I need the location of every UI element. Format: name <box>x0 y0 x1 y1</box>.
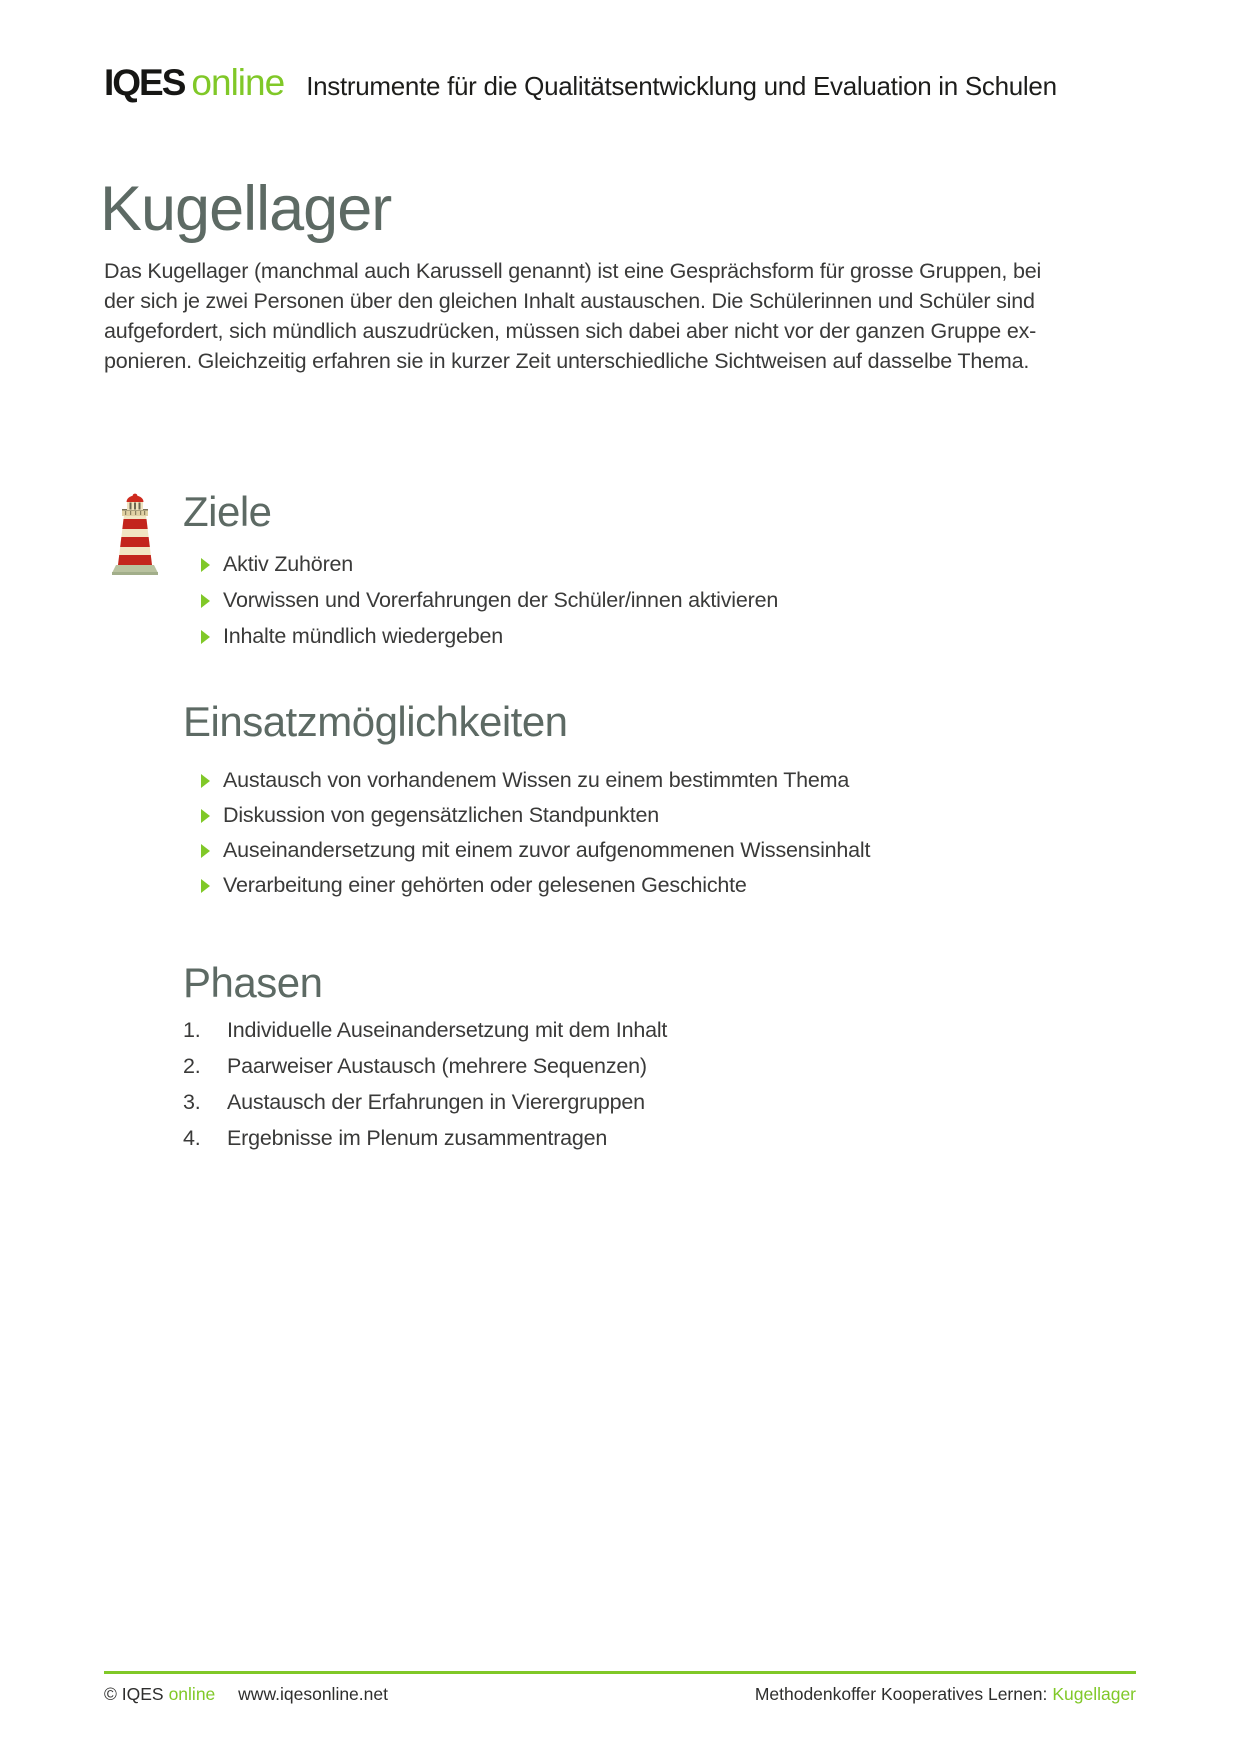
iqes-online-logo <box>104 62 284 104</box>
list-item-number: 2. <box>183 1054 201 1078</box>
list-item <box>201 873 870 897</box>
list-item-text: Auseinandersetzung mit einem zuvor aufgenommenen Wissensinhalt <box>223 838 871 862</box>
intro-line: aufgefordert, sich mündlich auszudrücken, müssen sich dabei aber nicht vor der ganzen Gruppe ex- <box>104 319 1037 343</box>
header-tagline: Instrumente für die Qualitätsentwicklung und Evaluation in Schulen <box>306 71 1057 101</box>
list-item-text: Aktiv Zuhören <box>223 552 354 576</box>
list-item-text: Verarbeitung einer gehörten oder gelesenen Geschichte <box>223 873 747 897</box>
phasen-list <box>183 1018 667 1162</box>
footer-copyright-prefix: © IQES <box>104 1684 164 1704</box>
page-header <box>104 62 1136 104</box>
bullet-arrow-icon <box>201 558 210 572</box>
logo-iqes-text: IQES <box>104 62 185 103</box>
list-item-number: 4. <box>183 1126 201 1150</box>
list-item <box>201 768 870 792</box>
logo-online-text: online <box>191 62 285 103</box>
intro-line: Das Kugellager (manchmal auch Karussell genannt) ist eine Gesprächsform für grosse Gruppen, bei <box>104 259 1042 283</box>
list-item <box>183 1090 667 1114</box>
section-heading-ziele: Ziele <box>183 488 272 535</box>
footer-series-prefix: Methodenkoffer Kooperatives Lernen: <box>754 1684 1048 1704</box>
bullet-arrow-icon <box>201 630 210 644</box>
footer-series-highlight: Kugellager <box>1052 1684 1136 1704</box>
bullet-arrow-icon <box>201 594 210 608</box>
list-item <box>201 838 870 862</box>
lighthouse-icon <box>111 493 159 577</box>
ziele-list <box>201 552 778 660</box>
list-item-text: Individuelle Auseinandersetzung mit dem Inhalt <box>227 1018 668 1042</box>
list-item <box>201 624 778 648</box>
bullet-arrow-icon <box>201 844 210 858</box>
einsatzmoeglichkeiten-list <box>201 768 870 908</box>
footer-copyright-online: online <box>168 1684 216 1704</box>
list-item <box>183 1018 667 1042</box>
list-item-text: Austausch von vorhandenem Wissen zu einem bestimmten Thema <box>223 768 850 792</box>
page-title: Kugellager <box>100 174 392 244</box>
footer-series-label <box>755 1684 1136 1705</box>
list-item <box>201 803 870 827</box>
bullet-arrow-icon <box>201 879 210 893</box>
footer-copyright <box>104 1684 388 1705</box>
list-item-text: Austausch der Erfahrungen in Vierergruppen <box>227 1090 645 1114</box>
section-heading-phasen: Phasen <box>183 959 323 1006</box>
list-item-text: Inhalte mündlich wiedergeben <box>223 624 504 648</box>
list-item-text: Diskussion von gegensätzlichen Standpunkten <box>223 803 660 827</box>
list-item-text: Paarweiser Austausch (mehrere Sequenzen) <box>227 1054 647 1078</box>
footer-divider <box>104 1671 1136 1674</box>
intro-line: der sich je zwei Personen über den gleichen Inhalt austauschen. Die Schülerinnen und Schüler sind <box>104 289 1035 313</box>
list-item-number: 1. <box>183 1018 201 1042</box>
bullet-arrow-icon <box>201 774 210 788</box>
footer-url-link[interactable]: www.iqesonline.net <box>238 1684 388 1704</box>
intro-paragraph <box>104 256 1041 376</box>
list-item-text: Ergebnisse im Plenum zusammentragen <box>227 1126 608 1150</box>
list-item <box>183 1054 667 1078</box>
bullet-arrow-icon <box>201 809 210 823</box>
list-item <box>201 588 778 612</box>
page-footer <box>104 1684 1136 1705</box>
list-item <box>201 552 778 576</box>
list-item-text: Vorwissen und Vorerfahrungen der Schüler/innen aktivieren <box>223 588 779 612</box>
intro-line: ponieren. Gleichzeitig erfahren sie in kurzer Zeit unterschiedliche Sichtweisen auf dasselbe Thema. <box>104 349 1030 373</box>
section-heading-einsatzmoeglichkeiten: Einsatzmöglichkeiten <box>183 698 568 745</box>
list-item <box>183 1126 667 1150</box>
list-item-number: 3. <box>183 1090 201 1114</box>
